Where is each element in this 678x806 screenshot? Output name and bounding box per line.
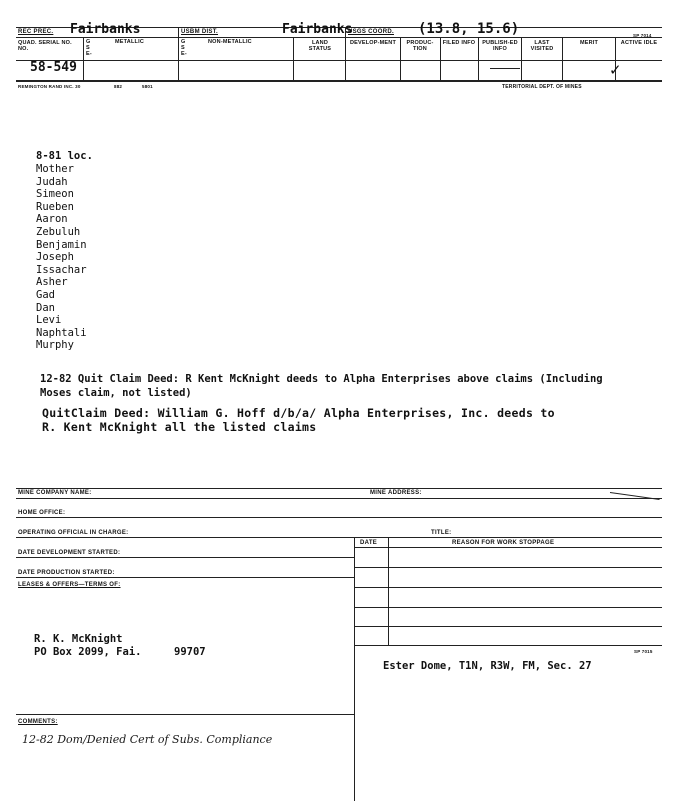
claim-name: Gad [36,288,55,301]
leases-label: LEASES & OFFERS—TERMS OF: [18,582,121,588]
location-description: Ester Dome, T1N, R3W, FM, Sec. 27 [383,660,592,672]
form-number-bottom: SP 7015 [634,649,653,654]
serial-number-value: 58-549 [30,60,77,75]
claim-name: Zebuluh [36,225,81,238]
claim-name: Joseph [36,251,74,264]
owner-name: R. K. McKnight [34,633,123,645]
claim-name: Dan [36,301,55,314]
claim-name: Issachar [36,263,87,276]
claim-name: Naphtali [36,326,87,339]
handwritten-comment: 12-82 Dom/Denied Cert of Subs. Compliance [22,733,273,746]
metallic-letters: G S E- [86,39,92,57]
claim-name: Murphy [36,339,74,352]
usgs-coord-label: USGS COORD. [348,29,394,35]
quad-serial-header: QUAD. SERIAL NO. NO. [18,40,72,52]
claim-name: Benjamin [36,238,87,251]
reason-column-header: REASON FOR WORK STOPPAGE [452,540,555,546]
operating-official-label: OPERATING OFFICIAL IN CHARGE: [18,530,129,536]
usgs-coord-value: (13.8, 15.6) [418,21,520,37]
comments-label: COMMENTS: [18,719,58,725]
quitclaim-note-2-line-1: QuitClaim Deed: William G. Hoff d/b/a/ Alpha Enterprises, Inc. deeds to [42,406,555,420]
check-mark-icon: ✓ [609,61,622,79]
quitclaim-note-1-line-1: 12-82 Quit Claim Deed: R Kent McKnight deeds to Alpha Enterprises above claims (Including [40,373,603,385]
quitclaim-note-2-line-2: R. Kent McKnight all the listed claims [42,420,317,434]
claim-name: Levi [36,314,62,327]
production-header: PRODUC-TION [406,40,434,52]
title-label: TITLE: [431,530,452,536]
territorial-dept: TERRITORIAL DEPT. OF MINES [502,84,582,90]
quitclaim-note-1-line-2: Moses claim, not listed) [40,387,192,399]
mine-address-label: MINE ADDRESS: [370,490,422,496]
usbm-dist-value: Fairbanks [282,22,353,37]
claim-name: Simeon [36,188,74,201]
non-metallic-header: NON-METALLIC [208,39,252,45]
published-info-header: PUBLISH-ED INFO [482,40,518,52]
printer-imprint: REMINGTON RAND INC. 30 [18,84,81,89]
mine-company-name-label: MINE COMPANY NAME: [18,490,92,496]
claims-list [36,163,87,352]
filed-info-header: FILED INFO [442,40,476,46]
claim-name: Rueben [36,200,74,213]
claim-name: Judah [36,175,68,188]
usbm-dist-label: USBM DIST. [181,29,219,35]
loc-heading: 8-81 loc. [36,150,93,162]
claim-name: Asher [36,276,68,289]
rec-prec-value: Fairbanks [70,22,141,37]
land-status-header: LAND STATUS [308,40,332,52]
rec-prec-label: REC PREC. [18,29,54,35]
development-header: DEVELOP-MENT [349,40,397,46]
non-metallic-letters: G S E- [181,39,187,57]
claim-name: Mother [36,163,74,175]
date-development-label: DATE DEVELOPMENT STARTED: [18,550,121,556]
home-office-label: HOME OFFICE: [18,510,66,516]
active-idle-header: ACTIVE IDLE [620,40,658,46]
printer-code-1: 882 [114,84,123,89]
printer-code-2: 5801 [142,84,153,89]
claim-name: Aaron [36,213,68,226]
metallic-header: METALLIC [115,39,144,45]
form-number-top: SP 7014 [633,33,652,38]
date-production-label: DATE PRODUCTION STARTED: [18,570,115,576]
owner-zip: 99707 [174,646,206,658]
last-visited-header: LAST VISITED [530,40,554,52]
date-column-header: DATE [360,540,378,546]
merit-header: MERIT [579,40,599,46]
owner-address: PO Box 2099, Fai. [34,646,142,658]
